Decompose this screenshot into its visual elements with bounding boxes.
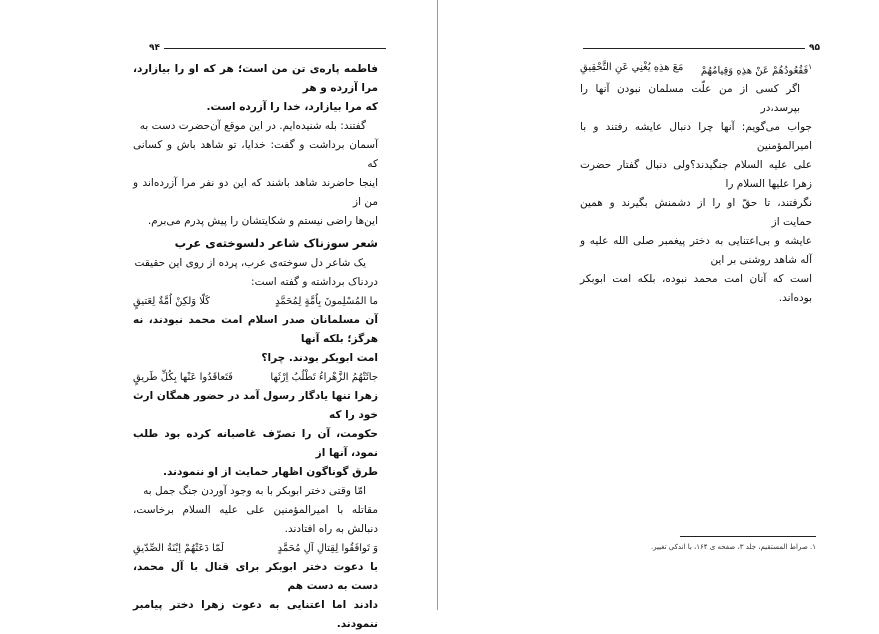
left-page: [0, 0, 438, 630]
footnote-rule: [680, 536, 816, 537]
text-line: مقاتله با امیرالمؤمنین علی علیه السلام برخاست، دنبالش به راه افتادند.: [133, 504, 378, 535]
text-line: است که آنان امت محمد نبوده، بلکه امت ابوبکر بوده‌اند.: [580, 273, 812, 305]
verse-hemistich-right: جائَتْهُمُ الزَّهْراءُ تَطْلُبُ اِرْثَها: [270, 372, 378, 383]
text-line: اگر کسی از من علّت مسلمان نبودن آنها را بپرسد،در: [580, 83, 800, 115]
footnote-mark: ۱: [808, 63, 812, 71]
right-page-header: [583, 43, 824, 53]
left-page-body: [133, 60, 378, 634]
verse-hemistich-left: مَعَ هذِهِ يُغْنِي عَنِ التَّحْقِيقِ: [580, 62, 684, 73]
header-rule: [164, 48, 386, 49]
verse-line: [133, 292, 378, 311]
translation-line: حکومت، آن را تصرّف غاصبانه کرده بود طلب نمود، آنها از: [133, 428, 378, 459]
text-line: این‌ها راضی نیستم و شکایتشان را پیش پدرم می‌برم.: [147, 215, 378, 227]
verse-line: [133, 368, 378, 387]
translation-line: زهرا تنها یادگار رسول آمد در حضور همگان ارث خود را که: [133, 390, 378, 421]
verse-line: [133, 539, 378, 558]
text-line: فاطمه پاره‌ی تن من است؛ هر که او را بیازارد، مرا آزرده و هر: [133, 63, 378, 94]
header-rule: [583, 48, 805, 49]
text-line: که مرا بیازارد، خدا را آزرده است.: [206, 101, 378, 113]
right-page-number: ۹۵: [809, 43, 820, 53]
text-line: گفتند: بله شنیده‌ایم. در این موقع آن‌حضرت دست به: [139, 120, 366, 132]
verse-hemistich-left: فَتَعاقَدُوا عَنْها بِكُلِّ طَريقٍ: [133, 372, 233, 383]
translation-line: طرق گوناگون اظهار حمایت از او ننمودند.: [163, 466, 378, 478]
translation-line: با دعوت دختر ابوبکر برای قتال با آل محمد، دست به دست هم: [133, 561, 378, 592]
verse-hemistich-right: [701, 58, 812, 80]
text-line: اینجا حاضرند شاهد باشند که این دو نفر مرا آزرده‌اند و من از: [133, 177, 378, 208]
text-line: عایشه و بی‌اعتنایی به دختر پیغمبر صلی الله علیه و آله شاهد روشنی بر این: [580, 235, 812, 267]
text-line: جواب می‌گویم: آنها چرا دنبال عایشه رفتند و با امیرالمؤمنین: [580, 121, 812, 153]
text-line: یک شاعر دل سوخته‌ی عرب، پرده از روی این حقیقت: [134, 257, 366, 269]
text-line: دردناک برداشته و گفته است:: [251, 276, 378, 288]
translation-line: دادند اما اعتنایی به دعوت زهرا دختر پیامبر ننمودند.: [133, 599, 378, 630]
text-line: آسمان برداشت و گفت: خدایا، تو شاهد باش و کسانی که: [133, 139, 378, 170]
translation-line: امت ابوبکر بودند. چرا؟: [261, 352, 378, 364]
footnote: ۱. صراط المستقیم، جلد ۳، صفحه ی ۱۶۴، با اندکی تغییر.: [650, 543, 816, 551]
verse-hemistich-left: كَلّا وَلكِنْ اُمَّةٌ لِعَتيقٍ: [133, 296, 211, 307]
left-page-header: [145, 43, 386, 53]
verse-hemistich-left: لَمّا دَعَتْهُمْ اِبْنَةُ الصِّدّيقِ: [133, 543, 224, 554]
text-line: علی علیه السلام جنگیدند؟ولی دنبال گفتار حضرت زهرا علیها السلام را: [580, 159, 812, 191]
text-line: امّا وقتی دختر ابوبکر با به وجود آوردن جنگ جمل به: [143, 485, 366, 497]
verse-hemistich-right: وَ تَوافَقُوا لِقِتالِ آلِ مُحَمَّدٍ: [277, 543, 378, 554]
text-line: نگرفتند، تا حقّ او را از دشمنش بگیرند و همین حمایت از: [580, 197, 812, 229]
left-page-number: ۹۴: [149, 43, 160, 53]
section-heading: شعر سوزناک شاعر دلسوخته‌ی عرب: [174, 236, 378, 250]
verse-hemistich-right: ما المُسْلِمونَ بِاُمَّةٍ لِمُحَمَّدٍ: [275, 296, 378, 307]
translation-line: آن مسلمانان صدر اسلام امت محمد نبودند، نه هرگز؛ بلکه آنها: [133, 314, 378, 345]
verse-text: فَقُعُودُهُمْ عَنْ هذِهِ وَقِيامُهُمْ: [700, 65, 809, 77]
verse-line: [580, 58, 812, 80]
right-page-body: [580, 58, 812, 308]
